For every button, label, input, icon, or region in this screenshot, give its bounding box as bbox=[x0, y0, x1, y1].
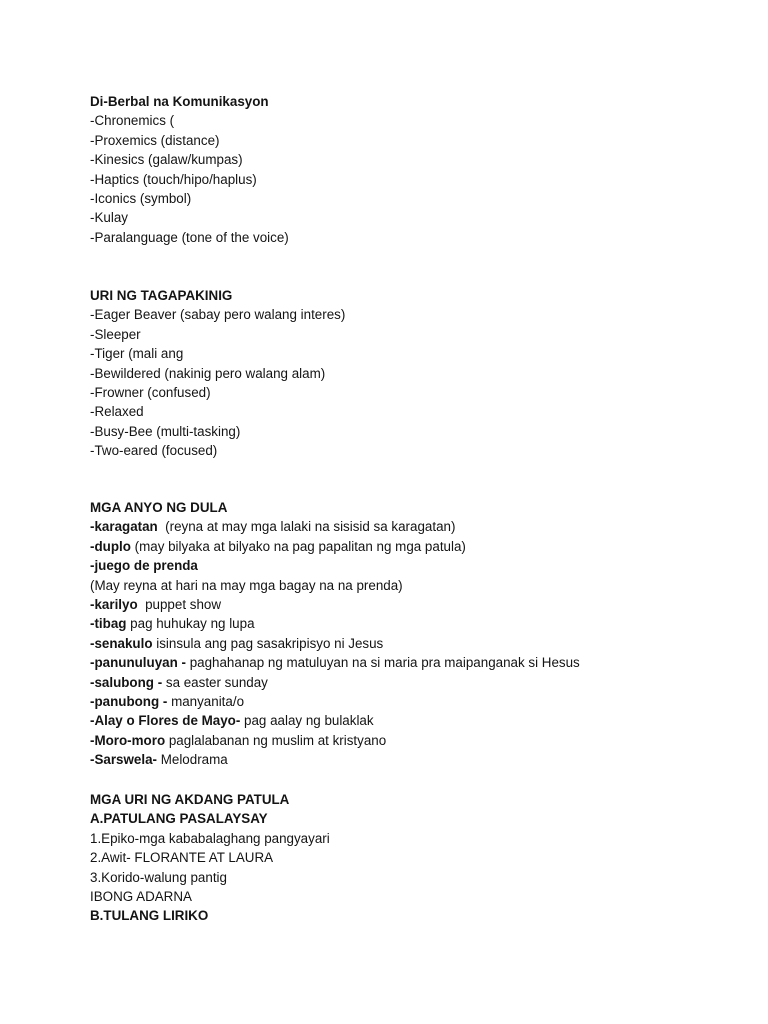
list-item bbox=[90, 653, 750, 672]
list-item: 1.Epiko-mga kababalaghang pangyayari bbox=[90, 830, 330, 846]
list-item bbox=[90, 692, 750, 711]
section-heading: Di-Berbal na Komunikasyon bbox=[90, 94, 269, 109]
list-item: 3.Korido-walung pantig bbox=[90, 869, 227, 885]
item-description: paglalabanan ng muslim at kristyano bbox=[165, 732, 387, 748]
list-item: -Tiger (mali ang bbox=[90, 346, 184, 362]
section-mga-anyo-ng-dula bbox=[90, 498, 750, 769]
list-item: -Two-eared (focused) bbox=[90, 443, 218, 459]
list-item bbox=[90, 750, 750, 769]
item-description: (reyna at may mga lalaki na sisisid sa karagatan) bbox=[157, 519, 456, 535]
section-uri-ng-tagapakinig bbox=[90, 286, 750, 461]
list-item bbox=[90, 517, 750, 536]
list-item: -Iconics (symbol) bbox=[90, 190, 192, 206]
list-item: 2.Awit- FLORANTE AT LAURA bbox=[90, 850, 274, 866]
list-item bbox=[90, 634, 750, 653]
item-term: -juego de prenda bbox=[90, 558, 198, 574]
item-term: -panubong - bbox=[90, 693, 168, 709]
subsection-heading: B.TULANG LIRIKO bbox=[90, 908, 209, 924]
item-term: -senakulo bbox=[90, 635, 153, 651]
subsection-heading: A.PATULANG PASALAYSAY bbox=[90, 811, 268, 827]
list-item bbox=[90, 556, 750, 575]
item-term: -Sarswela- bbox=[90, 752, 157, 768]
item-term: -tibag bbox=[90, 616, 127, 632]
list-item: -Chronemics ( bbox=[90, 113, 175, 129]
section-heading: URI NG TAGAPAKINIG bbox=[90, 288, 233, 303]
list-item: -Haptics (touch/hipo/haplus) bbox=[90, 171, 257, 187]
item-description: (may bilyaka at bilyako na pag papalitan ng mga patula) bbox=[130, 538, 466, 554]
list-item: -Kinesics (galaw/kumpas) bbox=[90, 152, 243, 168]
item-term: -karagatan bbox=[90, 519, 158, 535]
list-item: -Sleeper bbox=[90, 326, 141, 342]
list-item bbox=[90, 576, 750, 595]
item-description: paghahanap ng matuluyan na si maria pra maipanganak si Hesus bbox=[185, 655, 580, 671]
item-description: sa easter sunday bbox=[162, 674, 268, 690]
list-item bbox=[90, 731, 750, 750]
list-item bbox=[90, 711, 750, 730]
item-description: manyanita/o bbox=[167, 693, 245, 709]
section-heading: MGA ANYO NG DULA bbox=[90, 500, 228, 515]
section-heading: MGA URI NG AKDANG PATULA bbox=[90, 792, 290, 807]
item-term: -karilyo bbox=[90, 596, 138, 612]
list-item bbox=[90, 537, 750, 556]
list-item: -Eager Beaver (sabay pero walang interes) bbox=[90, 307, 346, 323]
list-item bbox=[90, 595, 750, 614]
item-term: -Moro-moro bbox=[90, 732, 166, 748]
item-description: isinsula ang pag sasakripisyo ni Jesus bbox=[152, 635, 384, 651]
item-description: pag aalay ng bulaklak bbox=[240, 713, 374, 729]
item-description: Melodrama bbox=[157, 752, 228, 768]
section-mga-uri-ng-akdang-patula bbox=[90, 790, 750, 926]
list-item: -Busy-Bee (multi-tasking) bbox=[90, 423, 241, 439]
item-term: -panunuluyan - bbox=[90, 655, 186, 671]
item-term: -salubong - bbox=[90, 674, 163, 690]
list-item: -Relaxed bbox=[90, 404, 144, 420]
item-term: -duplo bbox=[90, 538, 131, 554]
list-item: IBONG ADARNA bbox=[90, 888, 192, 904]
list-item: -Paralanguage (tone of the voice) bbox=[90, 229, 289, 245]
list-item: -Bewildered (nakinig pero walang alam) bbox=[90, 365, 326, 381]
list-item bbox=[90, 673, 750, 692]
list-item bbox=[90, 614, 750, 633]
list-item: -Proxemics (distance) bbox=[90, 132, 220, 148]
item-description: pag huhukay ng lupa bbox=[126, 616, 255, 632]
item-description: puppet show bbox=[137, 596, 222, 612]
section-di-berbal bbox=[90, 92, 750, 247]
item-term: -Alay o Flores de Mayo- bbox=[90, 713, 241, 729]
list-item: -Kulay bbox=[90, 210, 128, 226]
item-description: (May reyna at hari na may mga bagay na na prenda) bbox=[90, 577, 403, 593]
list-item: -Frowner (confused) bbox=[90, 384, 211, 400]
